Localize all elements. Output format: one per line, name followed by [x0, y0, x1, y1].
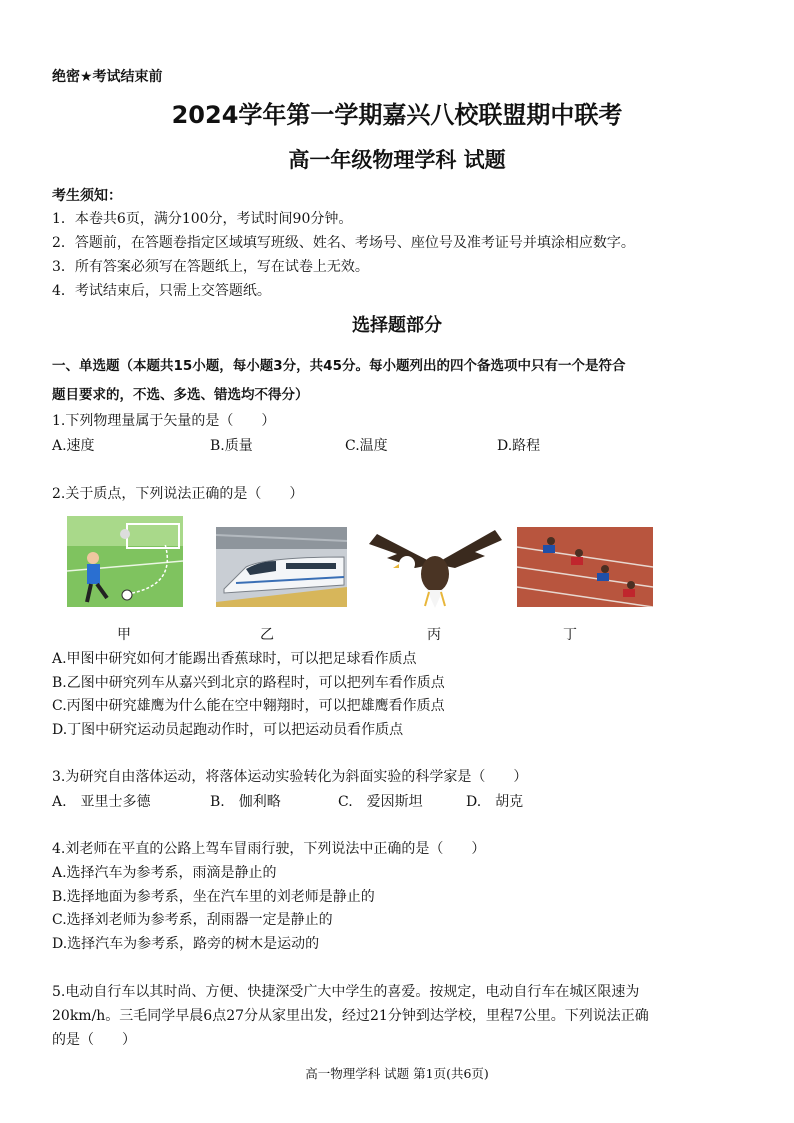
q1-stem: 1.下列物理量属于矢量的是（ ）	[52, 413, 276, 429]
q5-line3: 的是（ ）	[52, 1032, 136, 1048]
train-image	[216, 527, 347, 607]
q1-option-b: B.质量	[210, 438, 253, 454]
q4-option-b: B.选择地面为参考系，坐在汽车里的刘老师是静止的	[52, 889, 375, 905]
q2-option-d: D.丁图中研究运动员起跑动作时，可以把运动员看作质点	[52, 722, 404, 738]
q5-line2: 20km/h。三毛同学早晨6点27分从家里出发，经过21分钟到达学校，里程7公里。下列说法正确	[52, 1008, 649, 1024]
exam-subtitle: 高一年级物理学科 试题	[288, 148, 506, 172]
exam-title: 2024学年第一学期嘉兴八校联盟期中联考	[171, 101, 623, 129]
q2-option-c: C.丙图中研究雄鹰为什么能在空中翱翔时，可以把雄鹰看作质点	[52, 698, 445, 714]
q2-caption-jia: 甲	[117, 627, 131, 643]
notice-item-1: 1．本卷共6页，满分100分，考试时间90分钟。	[52, 211, 353, 227]
q3-stem: 3.为研究自由落体运动，将落体运动实验转化为斜面实验的科学家是（ ）	[52, 769, 528, 785]
page-footer: 高一物理学科 试题 第1页(共6页)	[305, 1066, 489, 1081]
q1-option-c: C.温度	[345, 438, 388, 454]
q2-caption-bing: 丙	[427, 627, 441, 643]
q2-option-a: A.甲图中研究如何才能踢出香蕉球时，可以把足球看作质点	[52, 651, 417, 667]
notice-item-2: 2．答题前，在答题卷指定区域填写班级、姓名、考场号、座位号及准考证号并填涂相应数字。	[52, 235, 635, 251]
notice-item-4: 4．考试结束后，只需上交答题纸。	[52, 283, 271, 299]
q3-option-d: D. 胡克	[466, 794, 524, 810]
q2-caption-ding: 丁	[563, 627, 577, 643]
q2-caption-yi: 乙	[260, 627, 274, 643]
section-intro-line2: 题目要求的，不选、多选、错选均不得分）	[52, 387, 309, 403]
notice-heading: 考生须知：	[52, 188, 122, 204]
q4-option-a: A.选择汽车为参考系，雨滴是静止的	[52, 865, 277, 881]
q4-option-d: D.选择汽车为参考系，路旁的树木是运动的	[52, 936, 320, 952]
q2-stem: 2.关于质点，下列说法正确的是（ ）	[52, 486, 304, 502]
q5-line1: 5.电动自行车以其时尚、方便、快捷深受广大中学生的喜爱。按规定，电动自行车在城区限速为	[52, 984, 640, 1000]
eagle-image	[367, 524, 504, 610]
notice-item-3: 3．所有答案必须写在答题纸上，写在试卷上无效。	[52, 259, 369, 275]
q4-option-c: C.选择刘老师为参考系，刮雨器一定是静止的	[52, 912, 333, 928]
q2-option-b: B.乙图中研究列车从嘉兴到北京的路程时，可以把列车看作质点	[52, 675, 445, 691]
q1-option-d: D.路程	[497, 438, 541, 454]
secret-mark: 绝密★考试结束前	[52, 69, 163, 85]
q1-option-a: A.速度	[52, 438, 95, 454]
section-intro-line1: 一、单选题（本题共15小题，每小题3分，共45分。每小题列出的四个备选项中只有一个是符合	[52, 358, 626, 374]
q3-option-a: A. 亚里士多德	[52, 794, 151, 810]
q3-option-b: B. 伽利略	[210, 794, 281, 810]
section-title: 选择题部分	[352, 315, 442, 336]
q3-option-c: C. 爱因斯坦	[338, 794, 423, 810]
q4-stem: 4.刘老师在平直的公路上驾车冒雨行驶，下列说法中正确的是（ ）	[52, 841, 486, 857]
sprint-image	[517, 527, 653, 607]
soccer-image	[67, 516, 183, 607]
